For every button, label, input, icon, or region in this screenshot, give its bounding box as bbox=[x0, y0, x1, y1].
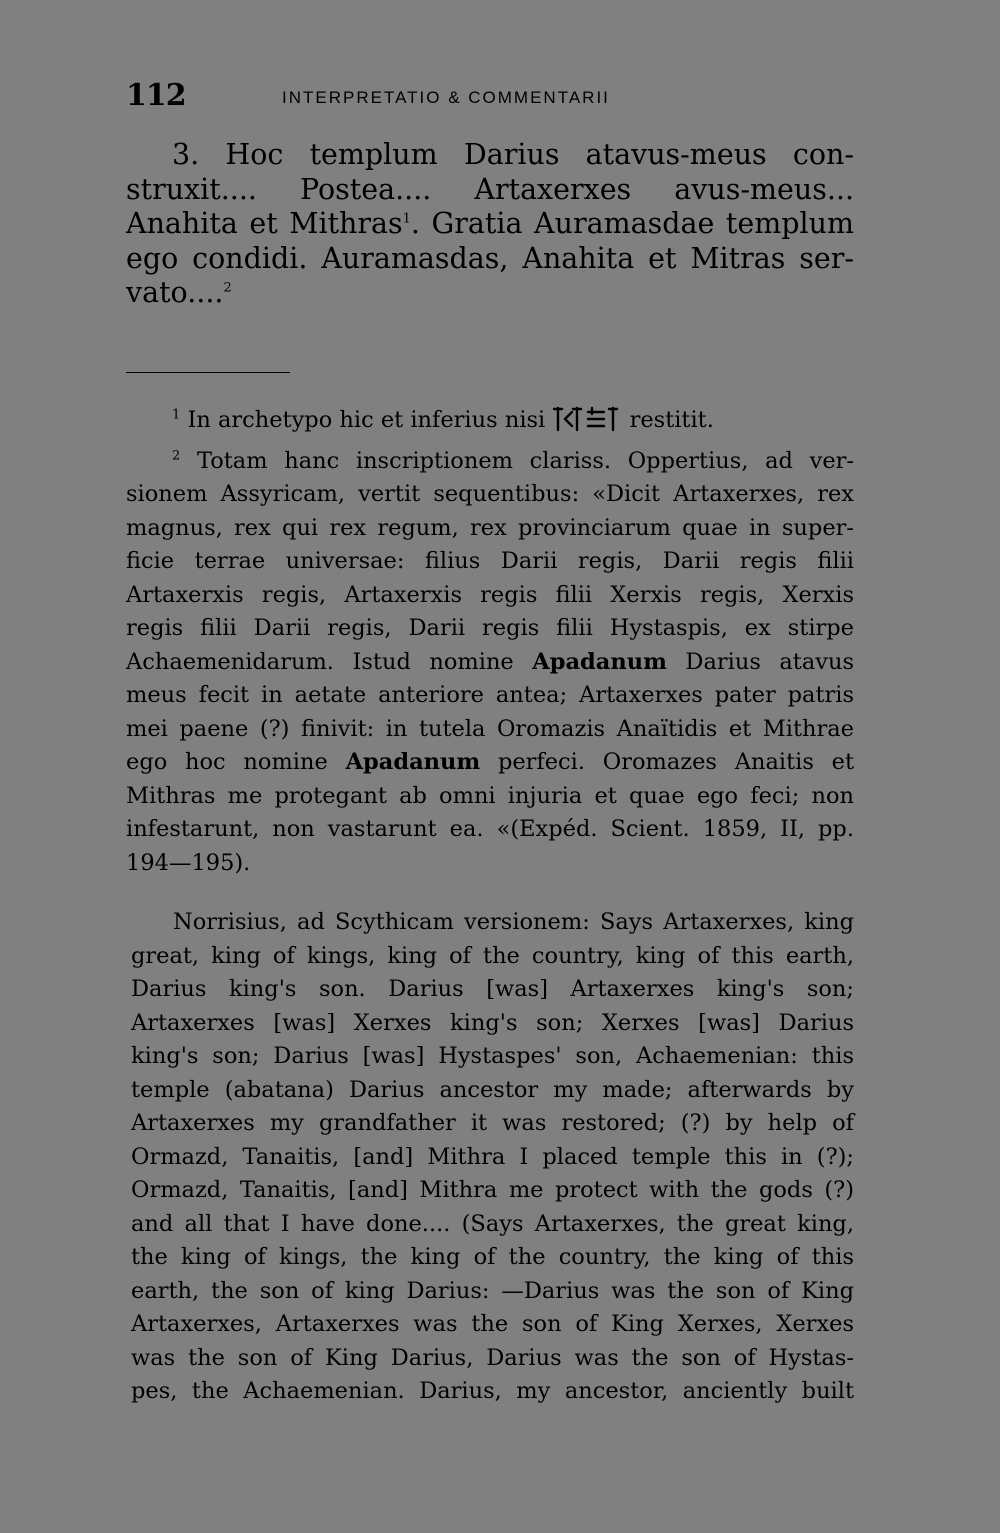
main-line bbox=[126, 207, 854, 242]
norris-line: the king of kings, the king of the country, the king of this bbox=[131, 1244, 854, 1270]
page-header bbox=[126, 78, 850, 118]
norris-line: was the son of King Darius, Darius was the son of Hystas- bbox=[131, 1344, 854, 1371]
main-line: struxit.... Postea.... Artaxerxes avus-meus... bbox=[126, 172, 854, 206]
norris-line: Norrisius, ad Scythicam versionem: Says Artaxerxes, king bbox=[173, 909, 854, 935]
footnote-line-text: perfeci. Oromazes Anaitis et bbox=[497, 749, 854, 775]
norris-line: great, king of kings, king of the country, king of this earth, bbox=[131, 942, 854, 969]
footnote-line-text: Darius atavus bbox=[685, 648, 855, 675]
main-line-part: Anahita et Mithras bbox=[126, 207, 403, 240]
norris-line: Artaxerxes, Artaxerxes was the son of King Xerxes, Xerxes bbox=[131, 1311, 854, 1337]
footnote-line: infestarunt, non vastarunt ea. «(Expéd. Scient. 1859, II, pp. bbox=[126, 816, 854, 842]
footnote-mark: 1 bbox=[172, 407, 181, 423]
footnote-line: meus fecit in aetate anteriore antea; Artaxerxes pater patris bbox=[126, 682, 854, 708]
footnote-line: Mithras me protegant ab omni injuria et quae ego feci; non bbox=[126, 782, 854, 809]
footnote-line bbox=[126, 445, 854, 479]
footnote-line bbox=[126, 746, 854, 780]
footnote-ref-2: 2 bbox=[223, 280, 232, 296]
page-number: 112 bbox=[126, 78, 186, 113]
main-line: 3. Hoc templum Darius atavus-meus con- bbox=[172, 138, 854, 171]
footnote-line-text: Totam hanc inscriptionem clariss. Oppertius, ad ver- bbox=[196, 447, 854, 474]
footnote-mark: 2 bbox=[172, 448, 181, 463]
footnote-ref-1: 1 bbox=[402, 211, 411, 227]
main-line: ego condidi. Auramasdas, Anahita et Mitras ser- bbox=[126, 241, 854, 275]
footnote-line: mei paene (?) finivit: in tutela Oromazis Anaïtidis et Mithrae bbox=[126, 715, 854, 742]
footnote-line: regis filii Darii regis, Darii regis filii Hystaspis, ex stirpe bbox=[126, 615, 854, 641]
footnote-line-text: Achaemenidarum. Istud nomine bbox=[126, 648, 514, 675]
norris-line: and all that I have done.... (Says Artaxerxes, the great king, bbox=[131, 1210, 854, 1237]
apadanum-term: Apadanum bbox=[345, 749, 481, 775]
norris-line: Artaxerxes my grandfather it was restored; (?) by help of bbox=[131, 1110, 854, 1136]
footnote-line: 194—195). bbox=[126, 849, 251, 876]
norris-line: pes, the Achaemenian. Darius, my ancestor, anciently built bbox=[131, 1378, 854, 1404]
norris-line: temple (abatana) Darius ancestor my made; afterwards by bbox=[131, 1076, 854, 1103]
norris-line: Artaxerxes [was] Xerxes king's son; Xerxes [was] Darius bbox=[131, 1009, 854, 1036]
main-line bbox=[126, 276, 854, 311]
footnote-line: ficie terrae universae: filius Darii regis, Darii regis filii bbox=[126, 548, 854, 574]
footnote-2 bbox=[126, 445, 854, 881]
footnote-1 bbox=[126, 404, 854, 438]
main-line-part: vato.... bbox=[126, 276, 224, 309]
footnote-line: sionem Assyricam, vertit sequentibus: «Dicit Artaxerxes, rex bbox=[126, 481, 854, 507]
footnote-line: Artaxerxis regis, Artaxerxis regis filii Xerxis regis, Xerxis bbox=[126, 581, 854, 608]
footnote-line: magnus, rex qui rex regum, rex provinciarum quae in super- bbox=[126, 514, 854, 541]
footnote-line-text: ego hoc nomine bbox=[126, 749, 328, 775]
running-head: INTERPRETATIO & COMMENTARII bbox=[282, 88, 610, 107]
norris-line: Darius king's son. Darius [was] Artaxerxes king's son; bbox=[131, 976, 854, 1002]
norris-line: king's son; Darius [was] Hystaspes' son, Achaemenian: this bbox=[131, 1043, 854, 1069]
footnotes bbox=[126, 404, 854, 880]
footnote-line bbox=[126, 646, 854, 680]
footnote-text: restitit. bbox=[629, 407, 714, 433]
footnote-rule bbox=[126, 372, 290, 373]
footnote-text: In archetypo hic et inferius nisi bbox=[187, 407, 546, 433]
main-line-part: . Gratia Auramasdae templum bbox=[410, 207, 854, 240]
norris-line: earth, the son of king Darius: —Darius was the son of King bbox=[131, 1277, 854, 1304]
main-paragraph bbox=[126, 138, 854, 311]
apadanum-term: Apadanum bbox=[532, 648, 667, 675]
norris-line: Ormazd, Tanaitis, [and] Mithra me protect with the gods (?) bbox=[131, 1177, 854, 1203]
cuneiform-glyph-icon bbox=[552, 406, 622, 432]
norris-line: Ormazd, Tanaitis, [and] Mithra I placed temple this in (?); bbox=[131, 1143, 854, 1170]
norris-paragraph bbox=[131, 906, 854, 1409]
